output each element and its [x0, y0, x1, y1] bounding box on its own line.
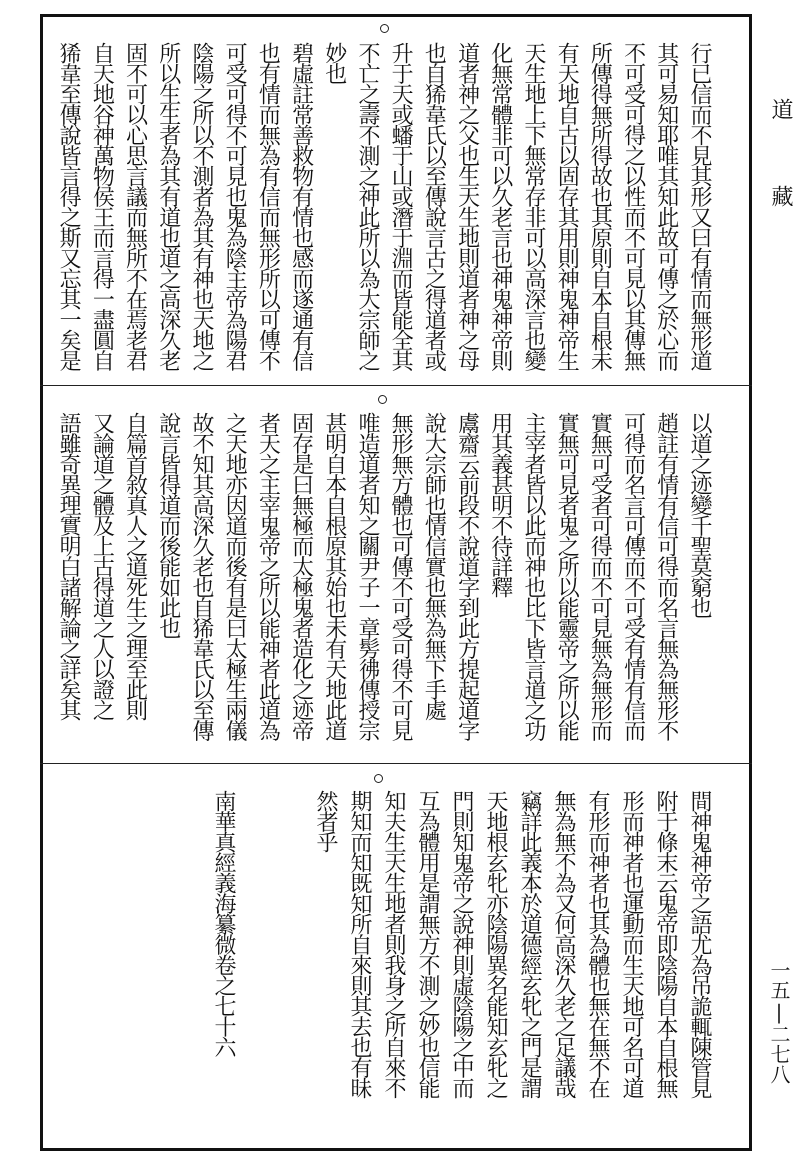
text-column: 之天地亦因道而後有是曰太極生兩儀	[222, 412, 248, 740]
text-column: 所傳得無所得故也其原則自本自根未	[587, 42, 613, 370]
text-column: 趙註有情有信可得而名言無為無形不	[653, 412, 679, 740]
text-column: 以道之迹變千聖莫窮也	[687, 412, 712, 617]
page-number: 一五|二七八	[767, 960, 791, 1084]
text-column: 碧虛註常善救物有情也感而遂通有信	[288, 42, 314, 370]
text-column: 實無可受者可得而不可見無為無形而	[587, 412, 613, 740]
library-char-2: 藏	[768, 185, 793, 207]
panel-divider-2	[40, 763, 752, 764]
text-column: 可受可得不可見也鬼為陰主帝為陽君	[222, 42, 248, 370]
text-column: 知夫生天生地者則我身之所自來不	[381, 790, 406, 1098]
text-column: 道者神之父也生天生地則道者神之母	[454, 42, 480, 370]
text-column	[274, 790, 308, 1135]
text-column: 無形無方體也可傳不可受可得不可見	[388, 412, 414, 740]
panel-divider-1	[40, 385, 752, 386]
text-column: 妙也	[321, 42, 347, 83]
text-column: 門則知鬼帝之說神則虛陰陽之中而	[449, 790, 474, 1098]
text-column: 主宰者皆以此而神也比下皆言道之功	[520, 412, 546, 740]
text-column: 自篇首敘真人之道死生之理至此則	[122, 412, 148, 720]
text-column: 有天地自古以固存其用則神鬼神帝生	[554, 42, 580, 370]
text-column: 形而神者也運動而生天地可名可道	[619, 790, 644, 1098]
text-column	[240, 790, 274, 1135]
text-column: 有形而神者也其為體也無在無不在	[585, 790, 610, 1098]
text-column: 狶韋至傳說皆言得之斯又忘其一矣是	[56, 42, 82, 370]
text-column: 化無常體非可以久老言也神鬼神帝則	[487, 42, 513, 370]
text-column: 也有情而無為有信而無形所以可傳不	[255, 42, 281, 370]
text-column: 竊詳此義本於道德經玄牝之門是謂	[517, 790, 542, 1098]
text-column: 所以生生者為其有道也道之高深久老	[155, 42, 181, 370]
text-column: 天生地上下無常存非可以高深言也變	[520, 42, 546, 370]
text-column: 然者乎	[313, 790, 338, 852]
text-column: 天地根玄牝亦陰陽異名能知玄牝之	[483, 790, 508, 1098]
circle-mark-2	[378, 395, 387, 404]
text-column: 陰陽之所以不測者為其有神也天地之	[188, 42, 214, 370]
text-column: 用其義甚明不待詳釋	[487, 412, 513, 597]
text-panel-3	[52, 790, 716, 1135]
text-column: 無為無不為又何高深久老之足議哉	[551, 790, 576, 1098]
text-column: 也自狶韋氏以至傳說言古之得道者或	[421, 42, 447, 370]
text-column: 甚明自本自根原其始也未有天地此道	[321, 412, 347, 740]
text-column: 期知而知既知所自來則其去也有昧	[347, 790, 372, 1098]
text-panel-1	[52, 42, 716, 377]
text-column: 其可易知耶唯其知此故可傳之於心而	[653, 42, 679, 370]
text-column: 自天地谷神萬物侯王而言得一盡圓自	[89, 42, 115, 370]
circle-mark-3	[374, 774, 383, 783]
text-column: 說大宗師也情信實也無為無下手處	[421, 412, 447, 720]
circle-mark-1	[380, 24, 389, 33]
text-column: 附于條末云鬼帝即陰陽自本自根無	[653, 790, 678, 1098]
text-column: 互為體用是謂無方不測之妙也信能	[415, 790, 440, 1098]
text-column: 不亡之壽不測之神此所以為大宗師之	[354, 42, 380, 370]
text-column: 間神鬼神帝之語尤為吊詭輒陳管見	[687, 790, 712, 1098]
text-column: 可得而名言可傳而不可受有情有信而	[620, 412, 646, 740]
text-column: 又論道之體及上古得道之人以證之	[89, 412, 115, 720]
library-char-1: 道	[768, 98, 793, 120]
text-column: 實無可見者鬼之所以能靈帝之所以能	[554, 412, 580, 740]
text-column: 鬳齋云前段不說道字到此方提起道字	[454, 412, 480, 740]
text-column: 語雖奇異理實明白諸解論之詳矣其	[56, 412, 82, 720]
text-column: 升于天或蟠于山或潛于淵而皆能全其	[388, 42, 414, 370]
text-column: 固不可以心思言議而無所不在焉老君	[122, 42, 148, 370]
text-column: 者天之主宰鬼帝之所以能神者此道為	[255, 412, 281, 740]
text-column: 行已信而不見其形又曰有情而無形道	[687, 42, 712, 370]
text-column: 固存是曰無極而太極鬼者造化之迹帝	[288, 412, 314, 740]
text-column: 不可受可得之以性而不可見以其傳無	[620, 42, 646, 370]
chapter-title: 南華真經義海纂微卷之七十六	[211, 790, 236, 1057]
text-column: 說言皆得道而後能如此也	[155, 412, 181, 638]
text-panel-2	[52, 412, 716, 757]
text-column: 故不知其高深久老也自狶韋氏以至傳	[188, 412, 214, 740]
text-column: 唯造道者知之關尹子一章髣彿傳授宗	[354, 412, 380, 740]
